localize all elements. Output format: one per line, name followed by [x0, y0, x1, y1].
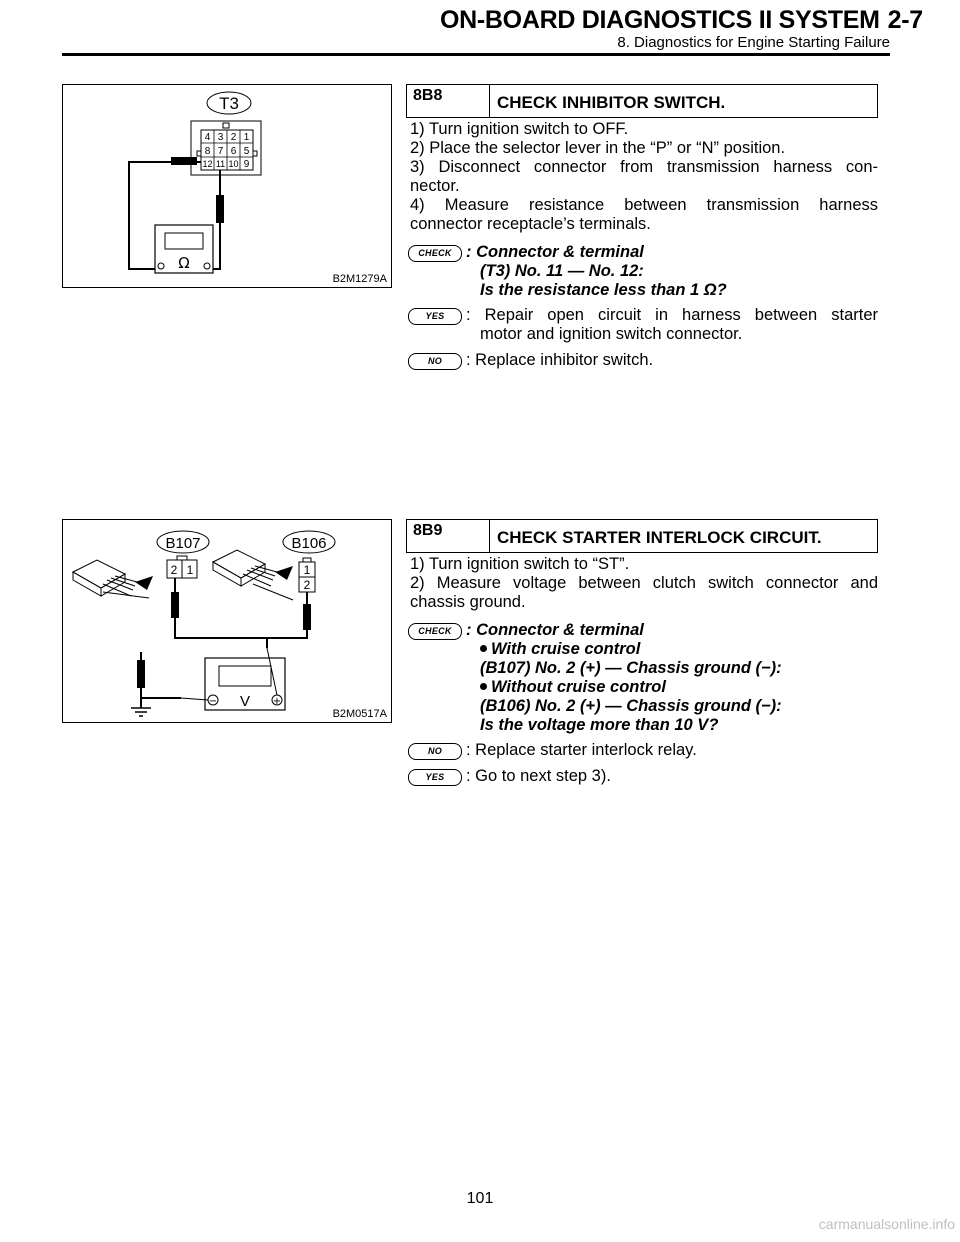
- probe-left: [171, 157, 197, 165]
- pin-label: 8: [204, 146, 211, 157]
- pin-label: 5: [243, 146, 250, 157]
- ground-wire: [141, 698, 181, 708]
- result-no-8b9: : Replace starter interlock relay.: [466, 741, 697, 759]
- no-badge: NO: [408, 353, 462, 370]
- probe-b107: [171, 592, 179, 618]
- page-header-title: ON-BOARD DIAGNOSTICS II SYSTEM 2-7: [440, 6, 923, 34]
- pin-label: 1: [243, 132, 250, 143]
- page-number: 101: [466, 1190, 494, 1207]
- figure-starter-interlock: [62, 519, 392, 723]
- pin-label: 1: [186, 563, 194, 577]
- step-instructions-8b8: 1) Turn ignition switch to OFF. 2) Place the selector lever in the “P” or “N” position. 3) Disconnect connector from transmission harness con- nector. 4) Measure resistance between transmission harness connector receptacle’s terminals.: [410, 120, 878, 233]
- lead-wire-top: [175, 578, 307, 638]
- pin-label: 11: [215, 159, 226, 169]
- connector-b107-b106-diagram: [63, 520, 391, 722]
- result-no-8b8: : Replace inhibitor switch.: [466, 351, 654, 369]
- pin-label: 12: [202, 159, 213, 169]
- lead-minus: [181, 698, 208, 700]
- page-header-subtitle: 8. Diagnostics for Engine Starting Failure: [617, 34, 890, 51]
- pin-label: 1: [303, 563, 311, 577]
- figure-inhibitor-switch: [62, 84, 392, 288]
- bullet-dot: [480, 645, 487, 652]
- probe-b106: [303, 604, 311, 630]
- step-header-8b9: [406, 519, 878, 553]
- step-instructions-8b9: 1) Turn ignition switch to “ST”. 2) Measure voltage between clutch switch connector and chassis ground.: [410, 555, 878, 611]
- pin-label: 7: [217, 146, 224, 157]
- connector-label-b106: B106: [291, 535, 327, 552]
- step-id: 8B8: [413, 87, 443, 104]
- figure-code: B2M0517A: [332, 708, 387, 720]
- check-criteria-8b8: : Connector & terminal (T3) No. 11 — No. 12: Is the resistance less than 1 Ω?: [466, 243, 727, 299]
- pin-label: 4: [204, 132, 211, 143]
- ohm-symbol: Ω: [178, 254, 190, 272]
- step-title: CHECK INHIBITOR SWITCH.: [497, 93, 726, 112]
- pin-label: 2: [303, 578, 311, 592]
- connector-label-t3: T3: [219, 94, 239, 113]
- minus-symbol: −: [208, 696, 218, 707]
- probe-right: [216, 195, 224, 223]
- step-title: CHECK STARTER INTERLOCK CIRCUIT.: [497, 528, 822, 547]
- direction-arrow-right: [275, 566, 293, 580]
- pin-label: 10: [228, 159, 239, 169]
- header-rule: [62, 53, 890, 56]
- no-badge: NO: [408, 743, 462, 760]
- pin-label: 2: [170, 563, 178, 577]
- connector-label-b107: B107: [165, 535, 201, 552]
- result-yes-8b8: : Repair open circuit in harness between starter motor and ignition switch connector.: [466, 306, 878, 343]
- pin-label: 3: [217, 132, 224, 143]
- volt-symbol: V: [239, 693, 251, 710]
- yes-badge: YES: [408, 769, 462, 786]
- check-badge: CHECK: [408, 245, 462, 262]
- check-badge: CHECK: [408, 623, 462, 640]
- connector-key-left: [197, 151, 201, 156]
- direction-arrow-left: [135, 576, 153, 590]
- yes-badge: YES: [408, 308, 462, 325]
- pin-label: 9: [243, 159, 250, 170]
- step-header-8b8: [406, 84, 878, 118]
- connector-latch: [223, 123, 229, 128]
- plus-symbol: +: [272, 696, 282, 707]
- connector-key-right: [253, 151, 257, 156]
- harness-connector-left: [73, 560, 149, 598]
- result-yes-8b9: : Go to next step 3).: [466, 767, 611, 785]
- connector-t3-diagram: [63, 85, 391, 287]
- pin-label: 2: [230, 132, 237, 143]
- figure-code: B2M1279A: [332, 273, 387, 285]
- bullet-dot: [480, 683, 487, 690]
- check-criteria-8b9: : Connector & terminal With cruise control (B107) No. 2 (+) — Chassis ground (−): Without cruise control (B106) No. 2 (+) — Chassis ground (−): Is the voltage more than 10 V?: [466, 621, 782, 734]
- pin-label: 6: [230, 146, 237, 157]
- watermark: carmanualsonline.info: [818, 1216, 955, 1232]
- step-id: 8B9: [413, 522, 443, 539]
